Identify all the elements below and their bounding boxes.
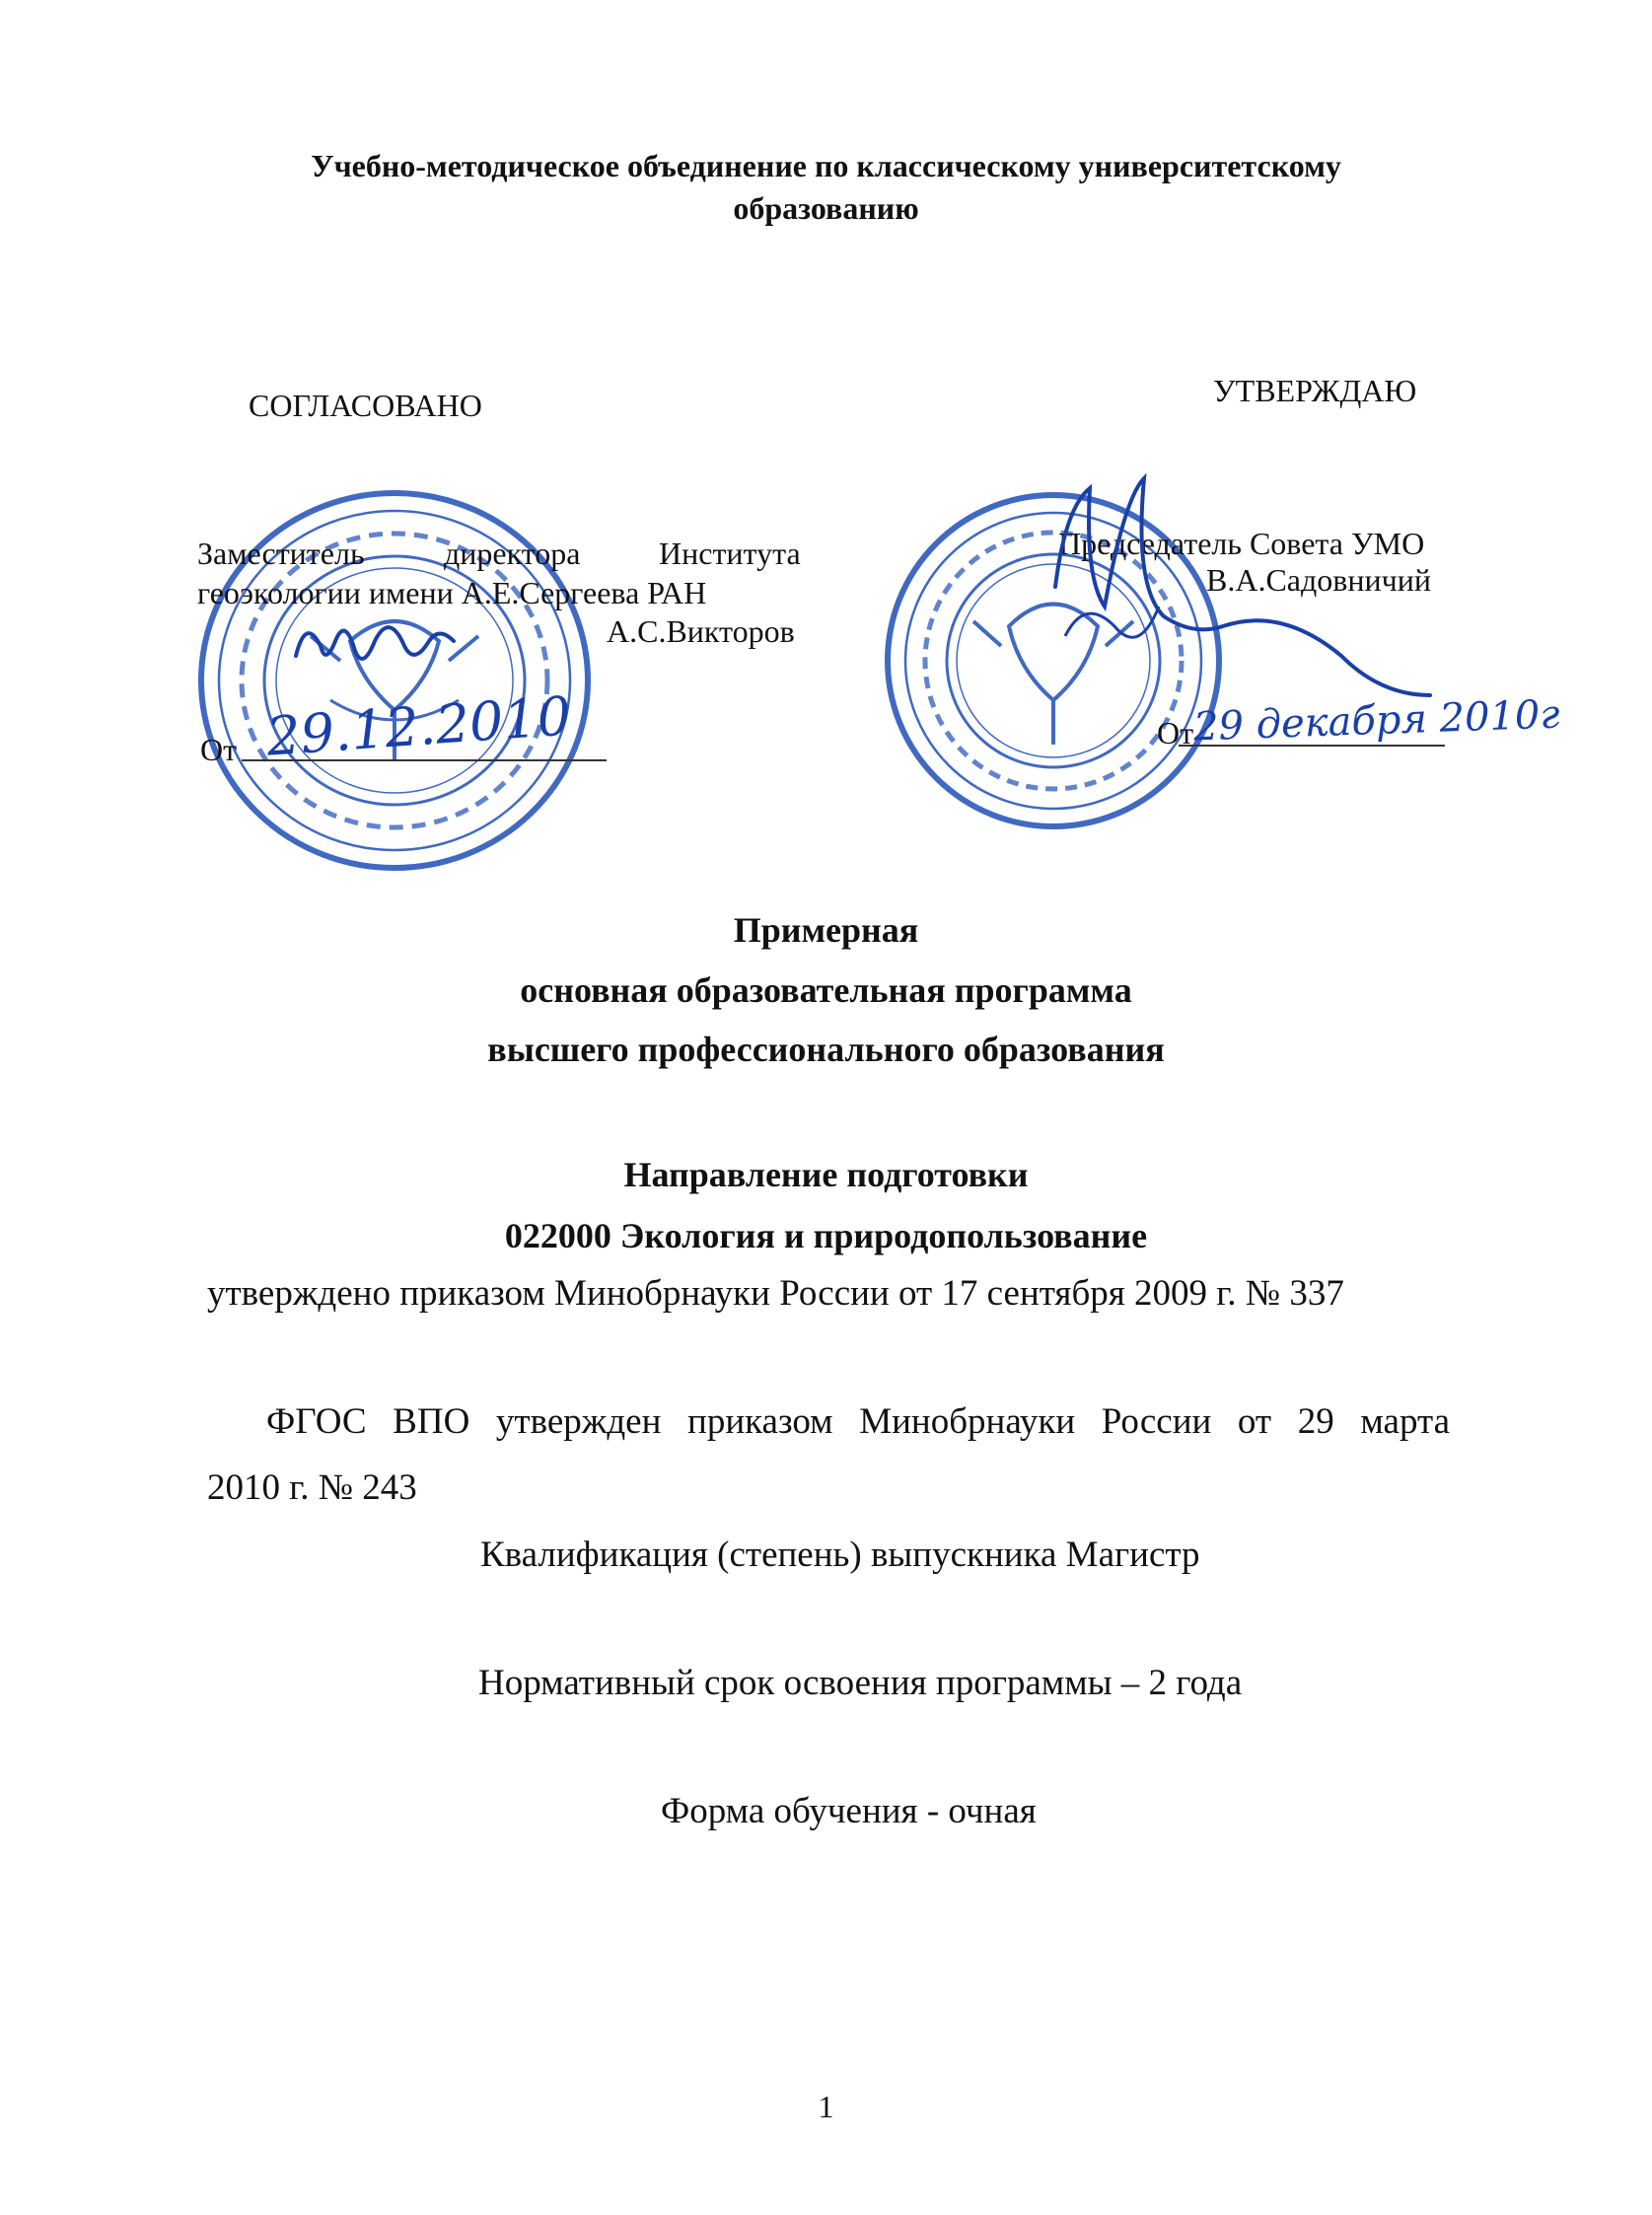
fgos-line2: 2010 г. № 243 xyxy=(207,1467,417,1508)
page-number: 1 xyxy=(818,2089,834,2124)
agreed-heading: СОГЛАСОВАНО xyxy=(249,388,482,423)
direction-code-name: 022000 Экология и природопользование xyxy=(504,1216,1148,1255)
left-position-word1: Заместитель xyxy=(197,536,365,571)
right-signatory-name: В.А.Садовничий xyxy=(1206,562,1431,598)
right-position: Председатель Совета УМО xyxy=(1058,526,1425,561)
study-form: Форма обучения - очная xyxy=(661,1791,1037,1831)
approve-heading: УТВЕРЖДАЮ xyxy=(1213,373,1417,408)
direction-approved: утверждено приказом Минобрнауки России от 17 сентября 2009 г. № 337 xyxy=(207,1273,1344,1314)
right-date-prefix: От xyxy=(1157,715,1194,750)
organization-header-line1: Учебно-методическое объединение по классическому университетскому xyxy=(311,148,1341,183)
organization-header-line2: образованию xyxy=(733,190,919,226)
left-position-word2: директора xyxy=(444,536,581,571)
direction-label: Направление подготовки xyxy=(623,1155,1029,1194)
left-date-prefix: От xyxy=(200,732,238,767)
qualification: Квалификация (степень) выпускника Магистр xyxy=(480,1535,1200,1575)
title-line3: высшего профессионального образования xyxy=(487,1030,1165,1069)
right-date-handwritten: 29 декабря 2010г xyxy=(1192,691,1561,750)
fgos-line1: ФГОС ВПО утвержден приказом Минобрнауки России от 29 марта xyxy=(266,1401,1450,1442)
left-position-word3: Института xyxy=(659,536,801,571)
left-date-handwritten: 29.12.2010 xyxy=(264,684,574,768)
title-line1: Примерная xyxy=(733,910,919,950)
left-signatory-name: А.С.Викторов xyxy=(607,613,795,649)
left-position-line2: геоэкологии имени А.Е.Сергеева РАН xyxy=(197,575,707,610)
title-line2: основная образовательная программа xyxy=(520,970,1132,1010)
study-term: Нормативный срок освоения программы – 2 года xyxy=(478,1663,1243,1703)
